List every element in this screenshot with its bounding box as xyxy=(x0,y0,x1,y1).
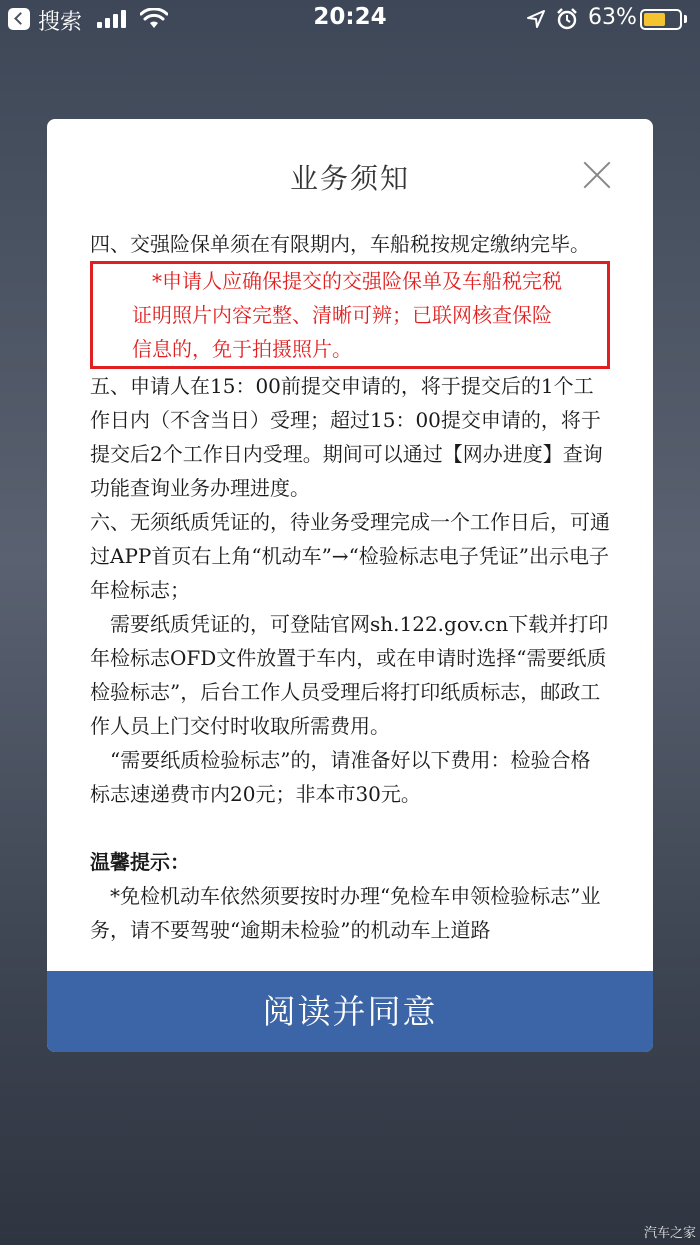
close-icon[interactable] xyxy=(579,157,615,193)
paragraph-6-fees: “需要纸质检验标志”的，请准备好以下费用：检验合格标志速递费市内20元；非本市30元。 xyxy=(90,748,591,806)
spacer xyxy=(90,811,610,845)
status-bar xyxy=(0,0,700,40)
notice-content[interactable] xyxy=(90,227,610,971)
paragraph-6-paper: 需要纸质凭证的，可登陆官网sh.122.gov.cn下载并打印年检标志OFD文件放置于车内，或在申请时选择“需要纸质检验标志”，后台工作人员受理后将打印纸质标志，邮政工作人员上门交付时收取所需费用。 xyxy=(90,612,609,738)
alarm-icon xyxy=(556,8,578,30)
battery-percent: 63% xyxy=(588,5,637,30)
status-time: 20:24 xyxy=(313,4,387,30)
highlighted-warning: *申请人应确保提交的交强险保单及车船税完税证明照片内容完整、清晰可辨；已联网核查保险信息的，免于拍摄照片。 xyxy=(90,261,610,369)
back-app-label[interactable]: 搜索 xyxy=(38,10,83,35)
paragraph-5: 五、申请人在15：00前提交申请的，将于提交后的1个工作日内（不含当日）受理；超过15：00提交申请的，将于提交后2个工作日内受理。期间可以通过【网办进度】查询功能查询业务办理进度。 xyxy=(90,374,603,500)
battery-icon xyxy=(640,9,682,30)
battery-fill xyxy=(644,13,665,26)
watermark: 汽车之家 xyxy=(644,1226,697,1241)
battery-cap xyxy=(684,15,687,23)
paragraph-4: 四、交强险保单须在有限期内，车船税按规定缴纳完毕。 xyxy=(90,232,590,256)
modal-title: 业务须知 xyxy=(289,162,410,195)
tip-title: 温馨提示： xyxy=(90,850,190,874)
paragraph-6: 六、无须纸质凭证的，待业务受理完成一个工作日后，可通过APP首页右上角“机动车”→“检验标志电子凭证”出示电子年检标志； xyxy=(90,510,610,602)
notice-modal xyxy=(47,119,653,1052)
read-and-agree-button[interactable]: 阅读并同意 xyxy=(47,971,653,1052)
location-icon xyxy=(527,10,545,28)
tip-text: *免检机动车依然须要按时办理“免检车申领检验标志”业务，请不要驾驶“逾期未检验”的机动车上道路 xyxy=(90,884,601,942)
